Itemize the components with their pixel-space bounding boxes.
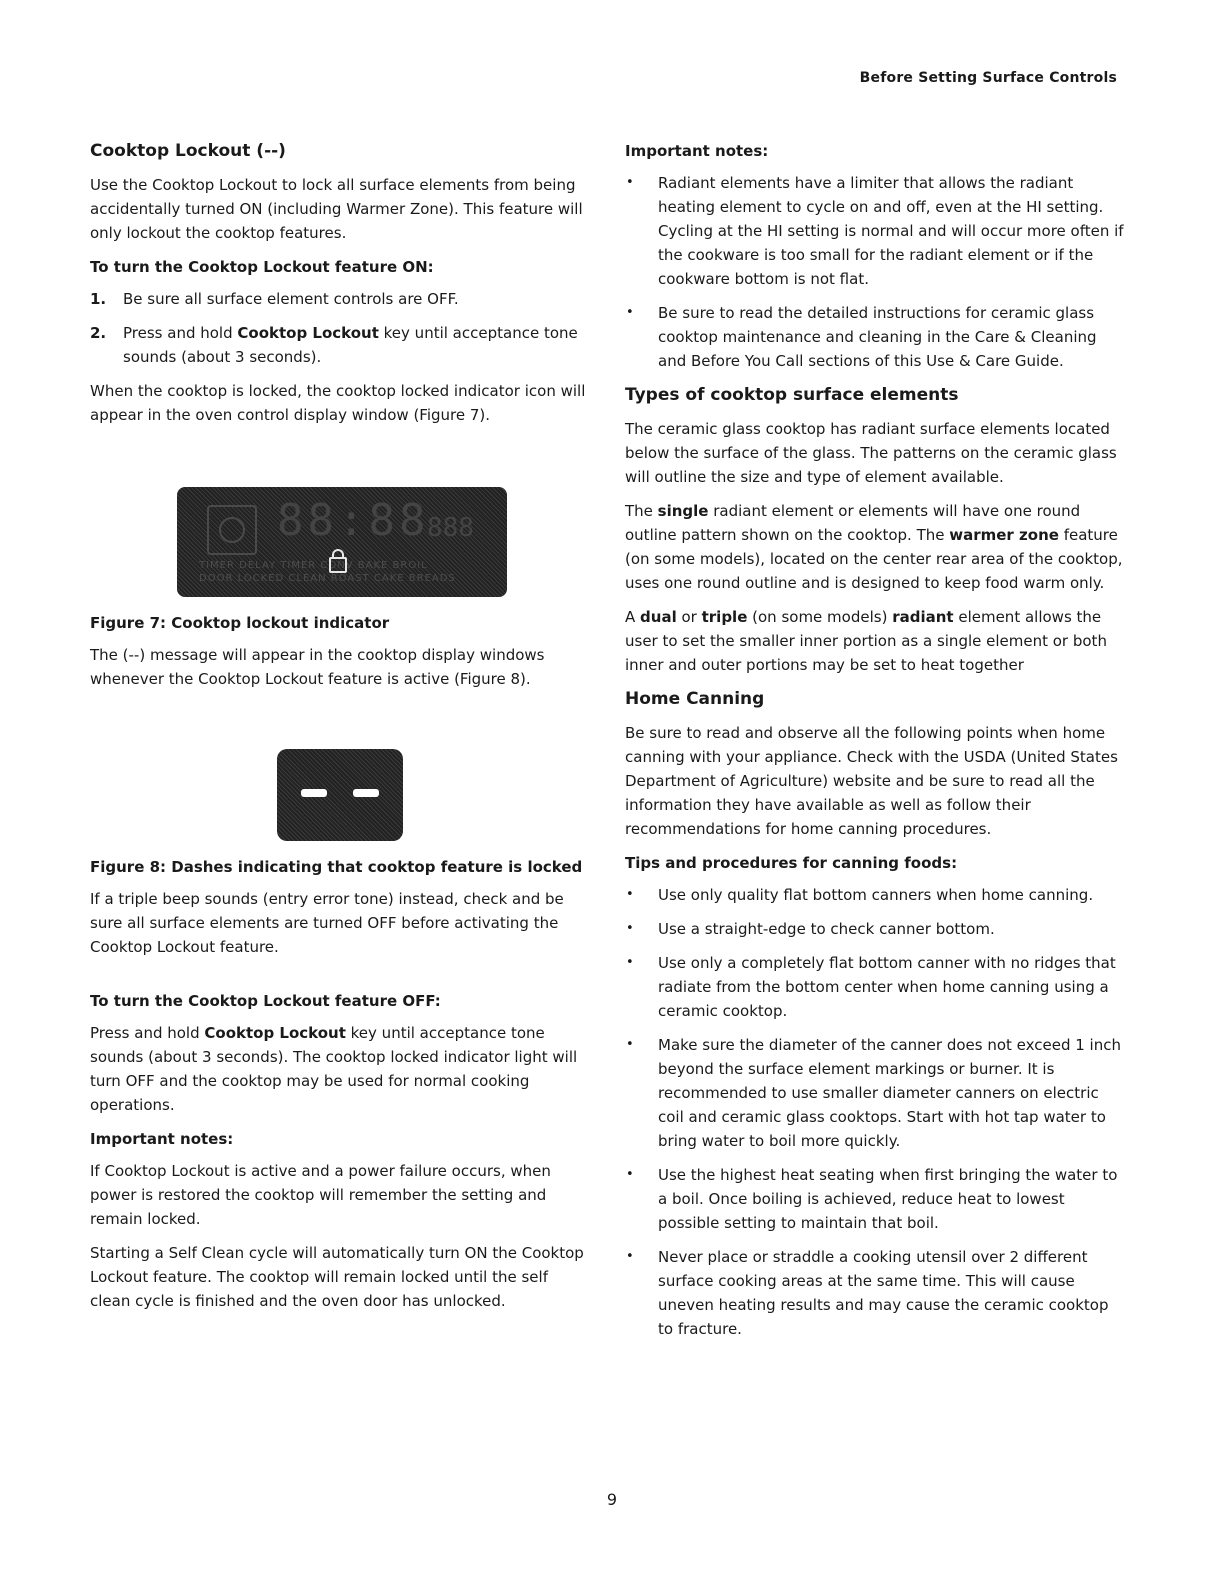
text-run: A [625,608,641,626]
page-number: 9 [606,1490,618,1509]
message-text: The (--) message will appear in the cooktop display windows whenever the Cooktop Lockout feature is active (Figure 8). [90,646,545,688]
types-paragraph: The ceramic glass cooktop has radiant surface elements located below the surface of the glass. The patterns on the ceramic glass will outline the size and type of element available. [625,420,1117,486]
text-run-bold: radiant [892,608,954,626]
types-paragraph [625,499,1125,595]
figure-7-caption: Figure 7: Cooktop lockout indicator [90,614,390,632]
types-heading: Types of cooktop surface elements [625,385,959,405]
display-labels-row: TIMER DELAY TIMER CONV BAKE BROIL [199,560,428,571]
display-small-digits: 888 [427,513,474,543]
lockout-intro: Use the Cooktop Lockout to lock all surface elements from being accidentally turned ON (including Warmer Zone). This feature will only lockout the cooktop features. [90,176,583,242]
tips-heading: Tips and procedures for canning foods: [625,854,958,872]
lockout-on-steps [90,287,590,369]
list-item: • Make sure the diameter of the canner does not exceed 1 inch beyond the surface element markings or burner. It is recommended to use smaller diameter canners on electric coil and ceramic glass cooktops. Start with hot tap water to bring water to boil more quickly. [625,1033,1125,1153]
figure-8-display [277,749,403,841]
step-key-name: Cooktop Lockout [237,324,379,342]
list-item: • Use the highest heat seating when first bringing the water to a boil. Once boiling is achieved, reduce heat to lowest possible setting to maintain that boil. [625,1163,1125,1235]
step-text-post: key until acceptance tone sounds (about 3 seconds). [123,324,578,366]
left-notes-heading: Important notes: [90,1130,234,1148]
lockout-off-text [90,1021,590,1117]
right-notes-heading: Important notes: [625,142,769,160]
lockout-off-heading: To turn the Cooktop Lockout feature OFF: [90,992,441,1010]
text-run-bold: warmer zone [949,526,1059,544]
canning-paragraph: Be sure to read and observe all the following points when home canning with your appliance. Check with the USDA (United States Department of Agriculture) website and be sure to read all the information they have available as well as follow their recommendations for home canning procedures. [625,724,1118,838]
oven-icon [207,505,257,555]
right-notes-list [625,171,1125,373]
lockout-on-heading: To turn the Cooktop Lockout feature ON: [90,258,434,276]
left-note: Starting a Self Clean cycle will automatically turn ON the Cooktop Lockout feature. The cooktop will remain locked until the self clean cycle is finished and the oven door has unlocked. [90,1244,584,1310]
lock-icon [329,557,347,573]
list-item: • Radiant elements have a limiter that allows the radiant heating element to cycle on and off, even at the HI setting. Cycling at the HI setting is normal and will occur more often if the cookware is too small for the radiant element or if the cookware bottom is not flat. [625,171,1125,291]
step-number: 1. [90,290,107,308]
off-text-pre: Press and hold [90,1024,205,1042]
text-run-bold: triple [701,608,748,626]
text-run-bold: single [657,502,709,520]
right-column [625,139,1125,1351]
text-run: feature (on some models), located on the center rear area of the cooktop, uses one round outline and is designed to keep food warm only. [625,526,1123,592]
off-text-post: key until acceptance tone sounds (about 3 seconds). The cooktop locked indicator light will turn OFF and the cooktop may be used for normal cooking operations. [90,1024,578,1114]
page-header: Before Setting Surface Controls [859,70,1117,86]
tips-list [625,883,1125,1341]
text-run: element allows the user to set the smaller inner portion as a single element or both inner and outer portions may be set to heat together [625,608,1107,674]
list-item: • Use a straight-edge to check canner bottom. [625,917,1125,941]
list-item: • Never place or straddle a cooking utensil over 2 different surface cooking areas at the same time. This will cause uneven heating results and may cause the ceramic cooktop to fracture. [625,1245,1125,1341]
cooktop-lockout-heading: Cooktop Lockout (--) [90,141,286,161]
display-digits: 88:88 [277,495,430,546]
step-item [90,287,590,311]
list-item: • Use only quality flat bottom canners when home canning. [625,883,1125,907]
types-paragraph [625,605,1125,677]
left-column [90,139,590,1323]
dash-icon [353,789,379,797]
step-item [90,321,590,369]
locked-indicator-text: When the cooktop is locked, the cooktop locked indicator icon will appear in the oven control display window (Figure 7). [90,382,586,424]
text-run-bold: dual [640,608,677,626]
text-run: or [676,608,702,626]
off-key-name: Cooktop Lockout [204,1024,346,1042]
list-item: • Use only a completely flat bottom canner with no ridges that radiate from the bottom center when home canning using a ceramic cooktop. [625,951,1125,1023]
step-text-pre: Press and hold [123,324,238,342]
canning-heading: Home Canning [625,689,765,709]
dash-icon [301,789,327,797]
triple-beep-text: If a triple beep sounds (entry error tone) instead, check and be sure all surface elements are turned OFF before activating the Cooktop Lockout feature. [90,890,564,956]
step-number: 2. [90,324,107,342]
list-item: • Be sure to read the detailed instructions for ceramic glass cooktop maintenance and cleaning in the Care & Cleaning and Before You Call sections of this Use & Care Guide. [625,301,1125,373]
text-run: (on some models) [747,608,893,626]
display-labels-row: DOOR LOCKED CLEAN ROAST CAKE BREADS [199,573,456,584]
text-run: The [625,502,658,520]
step-text: Be sure all surface element controls are OFF. [123,290,459,308]
text-run: radiant element or elements will have one round outline pattern shown on the cooktop. The [625,502,1081,544]
left-note: If Cooktop Lockout is active and a power failure occurs, when power is restored the cooktop will remember the setting and remain locked. [90,1162,551,1228]
figure-8-caption: Figure 8: Dashes indicating that cooktop feature is locked [90,858,583,876]
figure-7-display [177,487,507,597]
